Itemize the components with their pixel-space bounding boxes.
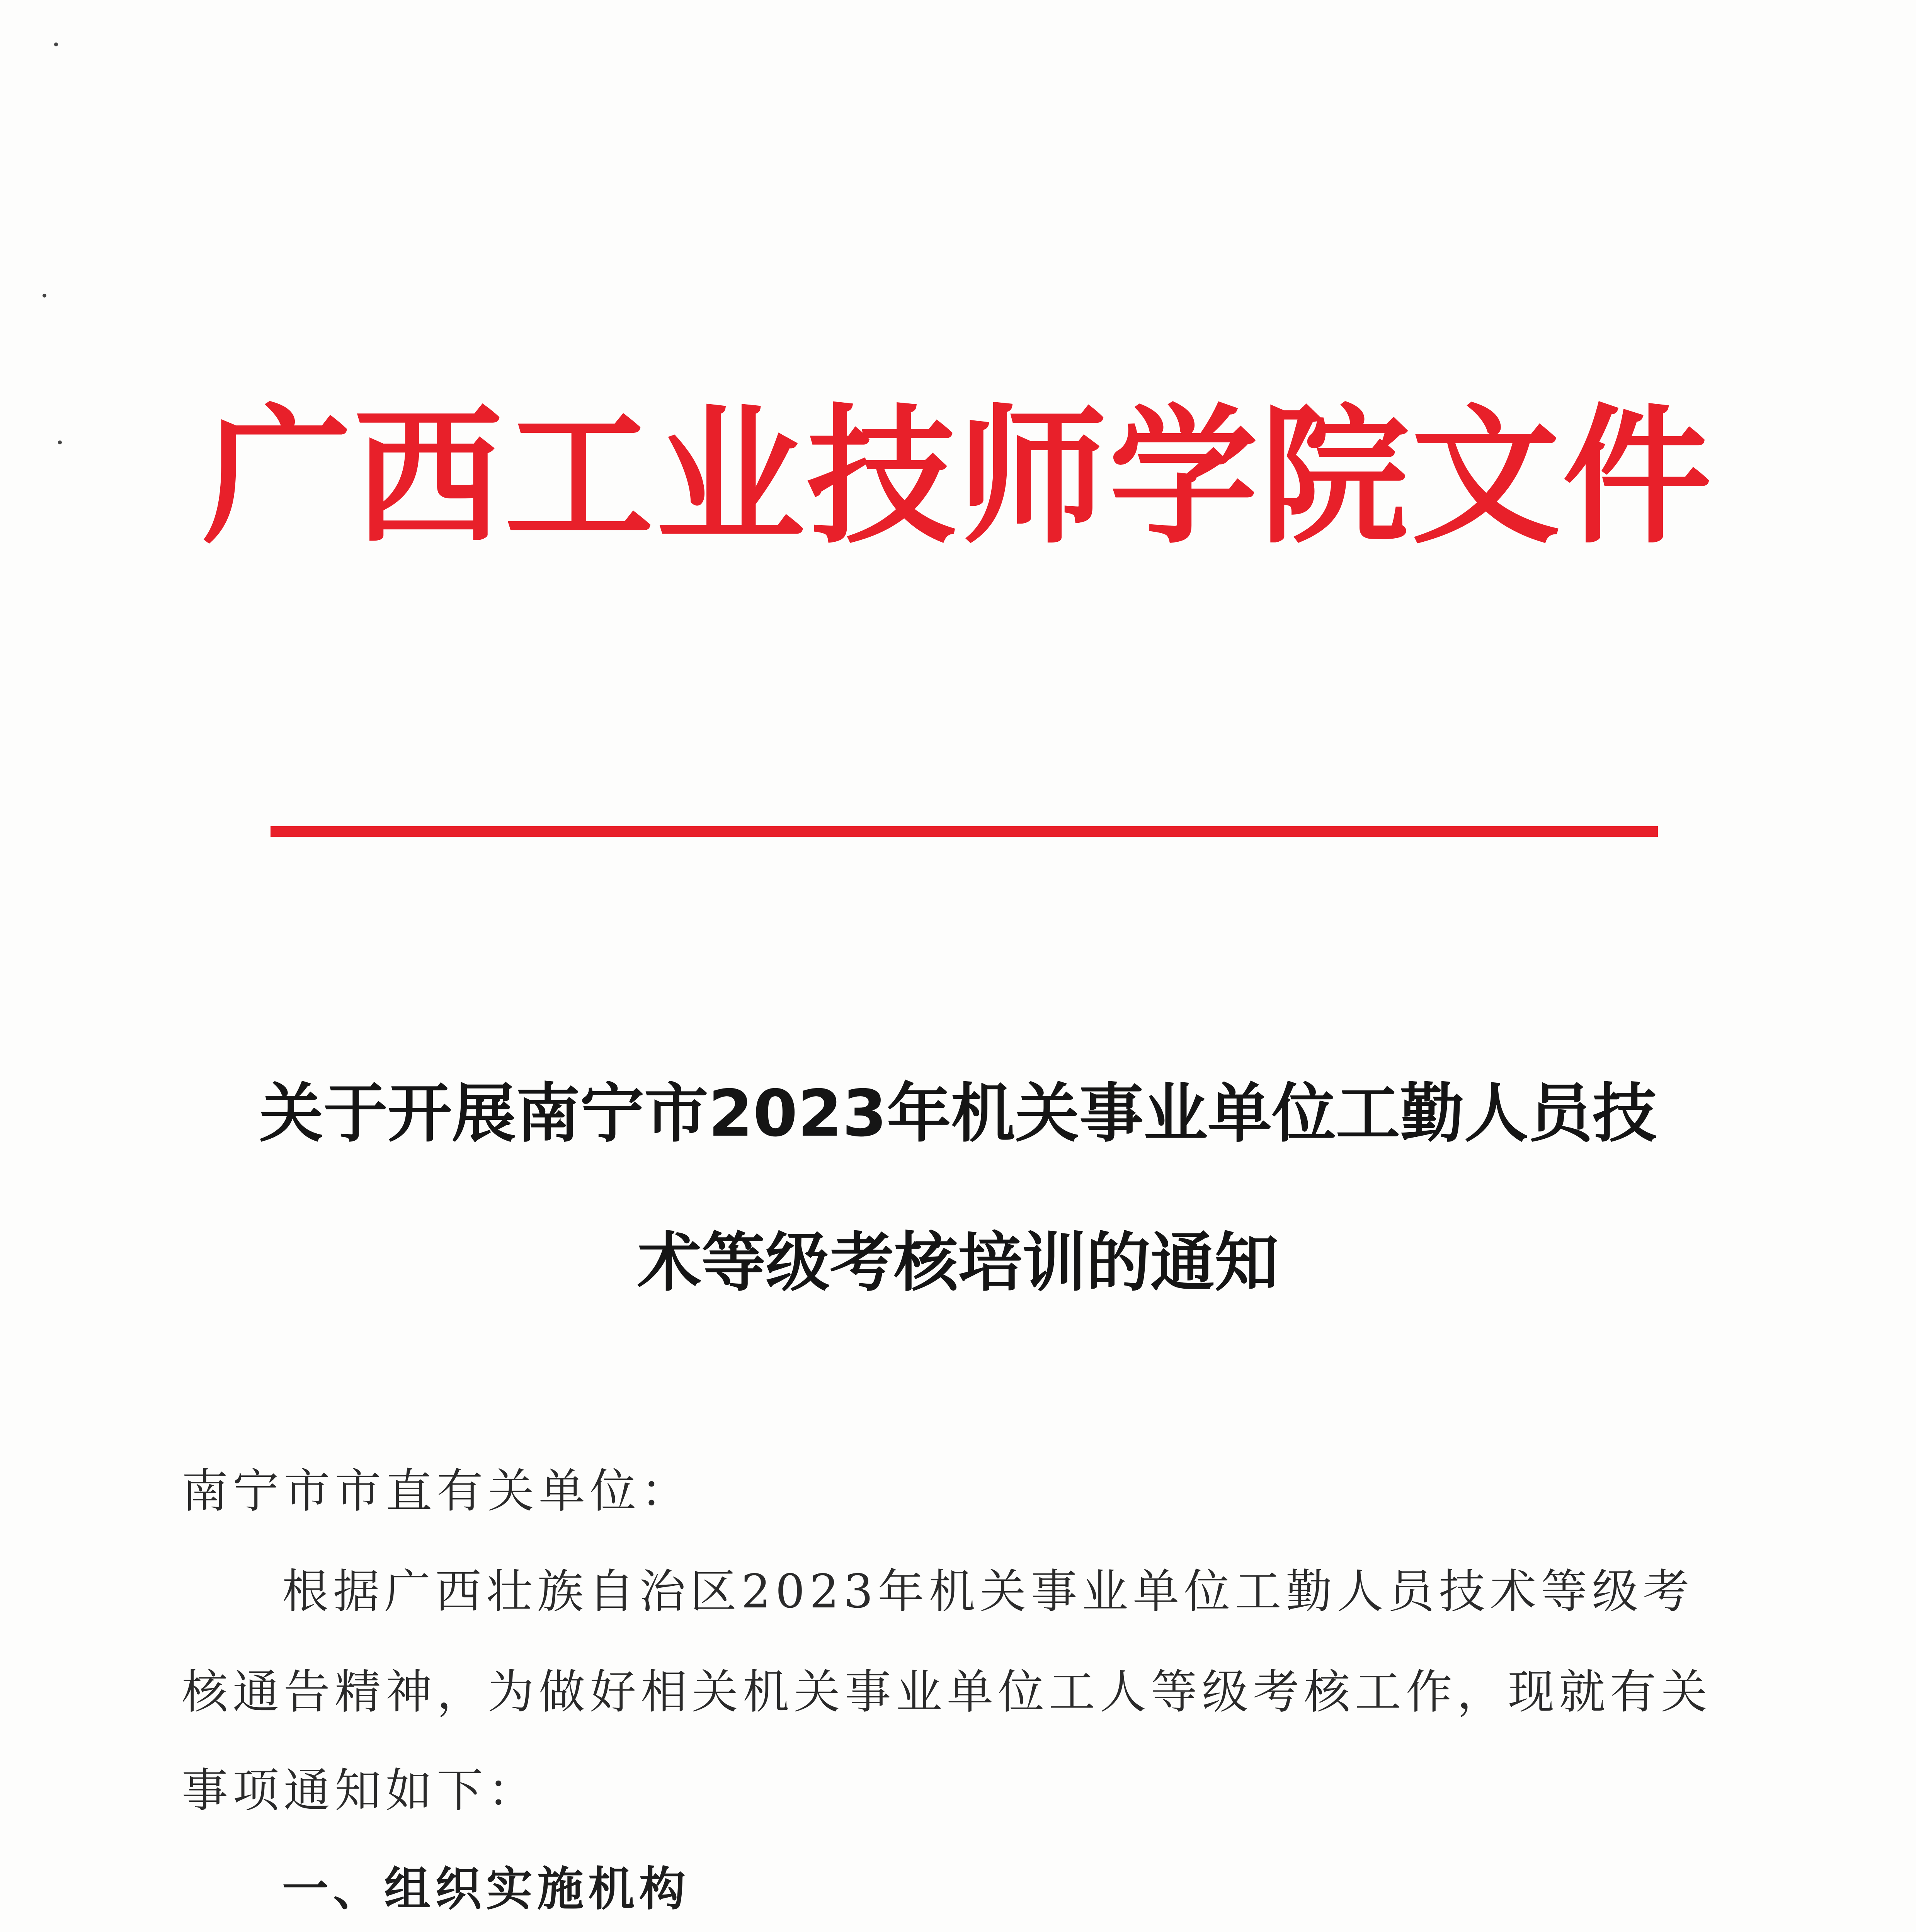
document-masthead: 广西工业技师学院文件 [202, 389, 1714, 564]
notice-title-line-2: 术等级考核培训的通知 [637, 1226, 1279, 1300]
section-1-heading: 一、组织实施机构 [282, 1862, 690, 1916]
intro-line-3: 事项通知如下： [182, 1764, 539, 1818]
intro-line-2: 核通告精神，为做好相关机关事业单位工人等级考核工作，现就有关 [182, 1665, 1712, 1719]
salutation: 南宁市市直有关单位： [182, 1464, 692, 1518]
masthead-red-rule [271, 826, 1658, 837]
notice-title-line-1: 关于开展南宁市2023年机关事业单位工勤人员技 [259, 1077, 1657, 1151]
scan-speck [43, 294, 46, 298]
scan-speck [54, 43, 58, 46]
intro-line-1: 根据广西壮族自治区2023年机关事业单位工勤人员技术等级考 [282, 1565, 1694, 1619]
